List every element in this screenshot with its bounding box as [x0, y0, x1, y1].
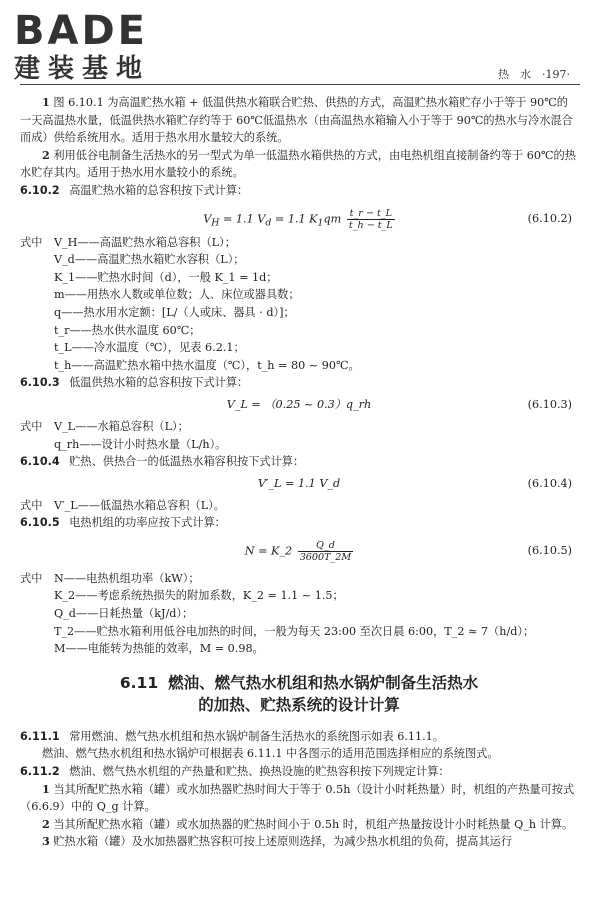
- paragraph-text: 利用低谷电制备生活热水的另一型式为单一低温热水箱供热的方式，由电热机组直接制备约等于 60℃的热水贮存其内。适用于热水用水量较小的系统。: [20, 148, 576, 180]
- clause-text: 常用燃油、燃气热水机组和热水锅炉制备生活热水的系统图示如表 6.11.1。: [69, 729, 444, 743]
- logo-wordmark: BADE: [14, 8, 148, 54]
- symbol-text: m——用热水人数或单位数；人、床位或器具数；: [54, 288, 300, 302]
- formula-expression: V′_L = 1.1 V_d: [257, 476, 341, 490]
- item-text: 贮热水箱（罐）及水加热器贮热容积可按上述原则选择，为减少热水机组的负荷，提高其运行: [53, 835, 513, 849]
- formula-part: = 1.1 V: [219, 212, 266, 226]
- symbol-text: t_h——高温贮热水箱中热水温度（℃），t_h = 80 ~ 90℃。: [54, 358, 360, 372]
- list-item-1: [20, 781, 578, 816]
- symbol-line: [20, 640, 578, 658]
- symbol-line: [20, 322, 578, 340]
- symbol-text: Q_d——日耗热量（kJ/d）；: [54, 607, 194, 621]
- symbol-line: [20, 623, 578, 641]
- section-title-line-2: 的加热、贮热系统的设计计算: [198, 695, 400, 714]
- section-heading-6-11: [20, 672, 578, 716]
- formula-part: N = K_2: [244, 544, 293, 558]
- item-number: 1: [42, 781, 50, 796]
- symbol-line: [20, 587, 578, 605]
- item-number: 3: [42, 834, 50, 849]
- formula-part: = 1.1 K: [271, 212, 318, 226]
- clause-number: 6.10.2: [20, 183, 60, 197]
- item-number: 2: [42, 147, 50, 162]
- clause-text: 电热机组的功率应按下式计算：: [69, 516, 226, 530]
- running-head: 热 水 ·197·: [498, 68, 570, 81]
- symbol-text: V_d——高温贮热水箱贮水容积（L）；: [54, 253, 245, 267]
- clause-number: 6.10.5: [20, 516, 60, 530]
- clause-6-11-1: [20, 728, 578, 746]
- symbol-lead: 式中: [20, 498, 43, 512]
- formula-sub: d: [265, 217, 272, 229]
- fraction-numerator: Q_d: [298, 540, 354, 552]
- symbol-text: T_2——贮热水箱利用低谷电加热的时间，一般为每天 23:00 至次日晨 6:00，T_2 ≈ 7（h/d）；: [54, 624, 535, 638]
- clause-text: 低温供热水箱的总容积按下式计算：: [69, 376, 249, 390]
- symbol-text: t_r——热水供水温度 60℃；: [54, 323, 201, 337]
- list-item-3: [20, 833, 578, 851]
- symbol-line: [20, 269, 578, 287]
- clause-6-11-1-continued: 燃油、燃气热水机组和热水锅炉可根据表 6.11.1 中各图示的适用范围选择相应的系统图式。: [42, 747, 499, 761]
- symbol-line: [20, 357, 578, 375]
- item-text: 当其所配贮热水箱（罐）或水加热器贮热时间大于等于 0.5h（设计小时耗热量）时，机组的产热量可按式（6.6.9）中的 Q_g 计算。: [20, 782, 575, 814]
- formula-sub: H: [211, 217, 220, 229]
- fraction-denominator: t_h − t_L: [348, 219, 393, 231]
- item-number: 2: [42, 816, 50, 831]
- symbol-line: [20, 286, 578, 304]
- formula-part: qm: [323, 212, 342, 226]
- clause-6-10-2: [20, 182, 578, 200]
- symbol-line: [20, 605, 578, 623]
- formula-expression: V_L = （0.25 ~ 0.3）q_rh: [226, 397, 372, 411]
- formula-6-10-2: [20, 202, 578, 232]
- clause-text: 燃油、燃气热水机组的产热量和贮热、换热设施的贮热容积按下列规定计算：: [69, 765, 450, 779]
- formula-sub: 1: [317, 217, 324, 229]
- symbol-line: [20, 497, 578, 515]
- symbol-line: [20, 234, 578, 252]
- symbol-text: K_2——考虑系统热损失的附加系数，K_2 = 1.1 ~ 1.5；: [54, 589, 344, 603]
- clause-6-10-4: [20, 453, 578, 471]
- symbol-line: [20, 339, 578, 357]
- symbol-text: N——电热机组功率（kW）；: [54, 571, 200, 585]
- formula-number: (6.10.5): [527, 543, 572, 557]
- symbol-line: [20, 304, 578, 322]
- symbol-line: [20, 418, 578, 436]
- clause-number: 6.11.2: [20, 765, 60, 779]
- symbol-lead: 式中: [20, 419, 43, 433]
- formula-number: (6.10.2): [527, 211, 572, 225]
- formula-number: (6.10.3): [527, 397, 572, 411]
- clause-text: 贮热、供热合一的低温热水箱容积按下式计算：: [69, 455, 305, 469]
- symbol-lead: 式中: [20, 235, 43, 249]
- symbols-6-10-2: [20, 234, 578, 375]
- symbol-line: [20, 251, 578, 269]
- symbol-line: [20, 570, 578, 588]
- clause-6-10-3: [20, 374, 578, 392]
- logo-subtitle: 建装基地: [14, 54, 151, 84]
- symbols-6-10-3: [20, 418, 578, 453]
- symbol-text: M——电能转为热能的效率，M = 0.98。: [54, 642, 264, 656]
- bade-logo: [14, 10, 174, 84]
- item-text: 当其所配贮热水箱（罐）或水加热器的贮热时间小于 0.5h 时，机组产热量按设计小时耗热量 Q_h 计算。: [53, 817, 574, 831]
- paragraph-text: 图 6.10.1 为高温贮热水箱 + 低温供热水箱联合贮热、供热的方式，高温贮热水箱贮存小于等于 90℃的一天高温热水量，低温供热水箱贮存约等于 60℃低温热水（由高温热水箱输入小于等于 90℃的热水与冷水混合而成）供给系统用水。适用于热水用水量较大的系统。: [20, 96, 573, 145]
- item-number: 1: [42, 95, 50, 109]
- symbol-line: [20, 436, 578, 454]
- symbol-text: q——热水用水定额：[L/（人或床、器具 · d）]；: [54, 305, 295, 319]
- paragraph-1: [20, 94, 578, 147]
- formula-expression: [20, 540, 578, 563]
- page-body: [20, 94, 578, 851]
- symbols-6-10-4: [20, 497, 578, 515]
- formula-expression: [20, 208, 578, 232]
- symbol-text: t_L——冷水温度（℃），见表 6.2.1；: [54, 341, 245, 355]
- header-rule: [20, 84, 580, 85]
- formula-fraction: [298, 540, 354, 563]
- clause-number: 6.11.1: [20, 729, 60, 743]
- fraction-numerator: t_r − t_L: [347, 208, 395, 220]
- list-item-2: [20, 816, 578, 834]
- clause-6-10-5: [20, 514, 578, 532]
- clause-number: 6.10.4: [20, 455, 60, 469]
- formula-6-10-3: [20, 394, 578, 416]
- symbol-text: K_1——贮热水时间（d），一般 K_1 = 1d；: [54, 270, 278, 284]
- formula-number: (6.10.4): [527, 476, 572, 490]
- symbol-lead: 式中: [20, 571, 43, 585]
- formula-fraction: [347, 208, 395, 231]
- symbols-6-10-5: [20, 570, 578, 658]
- symbol-text: V′_L——低温热水箱总容积（L）。: [54, 498, 225, 512]
- clause-text: 高温贮热水箱的总容积按下式计算：: [69, 183, 249, 197]
- clause-6-11-2: [20, 763, 578, 781]
- section-number: 6.11: [119, 673, 159, 692]
- symbol-text: V_H——高温贮热水箱总容积（L）；: [54, 235, 236, 249]
- formula-6-10-4: [20, 473, 578, 495]
- symbol-text: V_L——水箱总容积（L）；: [54, 419, 189, 433]
- symbol-text: q_rh——设计小时热水量（L/h）。: [54, 437, 227, 451]
- section-title-line-1: 燃油、燃气热水机组和热水锅炉制备生活热水: [168, 673, 479, 692]
- paragraph-2: [20, 147, 578, 182]
- clause-number: 6.10.3: [20, 376, 60, 390]
- formula-var: V: [203, 212, 212, 226]
- formula-6-10-5: [20, 534, 578, 568]
- fraction-denominator: 3600T_2M: [299, 551, 352, 563]
